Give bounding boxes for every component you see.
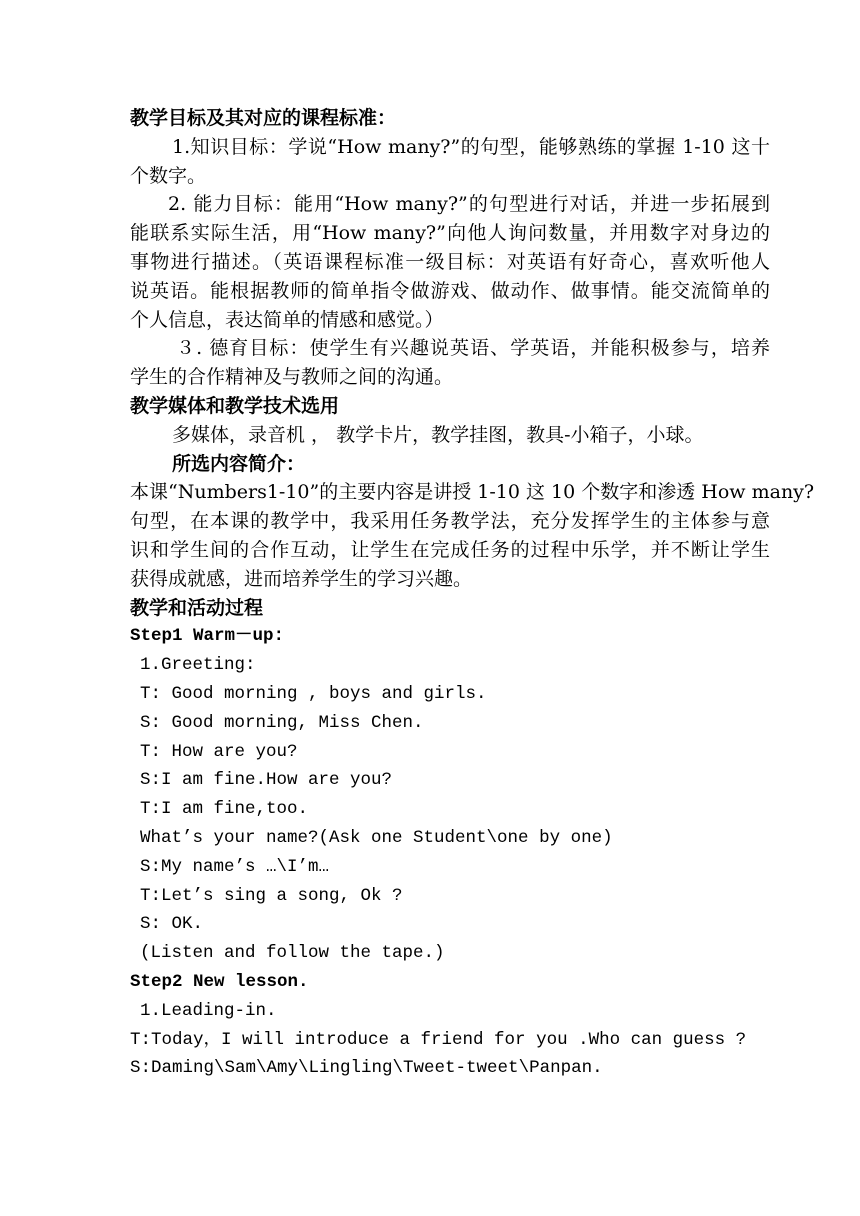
step-1-heading: Step1 Warm－up: bbox=[130, 626, 285, 647]
heading-process: 教学和活动过程 bbox=[130, 596, 264, 619]
dialogue-line-12: S:Daming\Sam\Amy\Lingling\Tweet-tweet\Panpan. bbox=[130, 1058, 603, 1079]
heading-media: 教学媒体和教学技术选用 bbox=[130, 394, 340, 417]
dialogue-line-1: T: Good morning , boys and girls. bbox=[140, 683, 487, 704]
dialogue-line-10: (Listen and follow the tape.) bbox=[140, 943, 445, 964]
objective-2-line-1: 2. 能力目标：能用“How many?”的句型进行对话，并进一步拓展到 bbox=[168, 193, 770, 216]
dialogue-line-5: T:I am fine,too. bbox=[140, 799, 309, 820]
dialogue-line-2: S: Good morning, Miss Chen. bbox=[140, 712, 424, 733]
heading-objectives: 教学目标及其对应的课程标准： bbox=[130, 107, 397, 129]
heading-content: 所选内容简介： bbox=[172, 452, 306, 475]
dialogue-line-8: T:Let’s sing a song, Ok ? bbox=[140, 885, 403, 906]
greeting-label: 1.Greeting: bbox=[140, 655, 256, 676]
objective-3-line-2: 学生的合作精神及与教师之间的沟通。 bbox=[130, 366, 454, 389]
dialogue-line-4: S:I am fine.How are you? bbox=[140, 770, 393, 791]
dialogue-line-9: S: OK. bbox=[140, 914, 204, 935]
dialogue-line-7: S:My name’s …\I’m… bbox=[140, 856, 330, 877]
content-line-3: 识和学生间的合作互动，让学生在完成任务的过程中乐学，并不断让学生 bbox=[130, 538, 770, 561]
objective-2-line-5: 个人信息，表达简单的情感和感觉。） bbox=[130, 308, 444, 331]
dialogue-line-11: T:Today，I will introduce a friend for you .Who can guess ? bbox=[130, 1029, 747, 1050]
objective-1-line-1: 1.知识目标：学说“How many?”的句型，能够熟练的掌握 1-10 这十 bbox=[172, 135, 770, 158]
media-line: 多媒体，录音机 ， 教学卡片，教学挂图，教具-小箱子，小球。 bbox=[172, 423, 704, 446]
objective-2-line-2: 能联系实际生活，用“How many?”向他人询问数量，并用数字对身边的 bbox=[130, 222, 770, 245]
step-2-heading: Step2 New lesson. bbox=[130, 971, 309, 992]
document-page bbox=[130, 104, 815, 1083]
objective-2-line-4: 说英语。能根据教师的简单指令做游戏、做动作、做事情。能交流简单的 bbox=[130, 279, 770, 302]
objective-2-line-3: 事物进行描述。（英语课程标准一级目标：对英语有好奇心，喜欢听他人 bbox=[130, 250, 770, 273]
content-line-4: 获得成就感，进而培养学生的学习兴趣。 bbox=[130, 567, 473, 590]
objective-1-line-2: 个数字。 bbox=[130, 164, 207, 187]
objective-3-line-1: ３. 德育目标：使学生有兴趣说英语、学英语，并能积极参与，培养 bbox=[176, 337, 770, 360]
content-line-2: 句型，在本课的教学中，我采用任务教学法，充分发挥学生的主体参与意 bbox=[130, 510, 770, 533]
dialogue-line-6: What’s your name?(Ask one Student\one by one) bbox=[140, 827, 613, 848]
leading-in-label: 1.Leading-in. bbox=[140, 1000, 277, 1021]
content-line-1: 本课“Numbers1-10”的主要内容是讲授 1-10 这 10 个数字和渗透 How many? bbox=[130, 481, 815, 504]
dialogue-line-3: T: How are you? bbox=[140, 741, 298, 762]
